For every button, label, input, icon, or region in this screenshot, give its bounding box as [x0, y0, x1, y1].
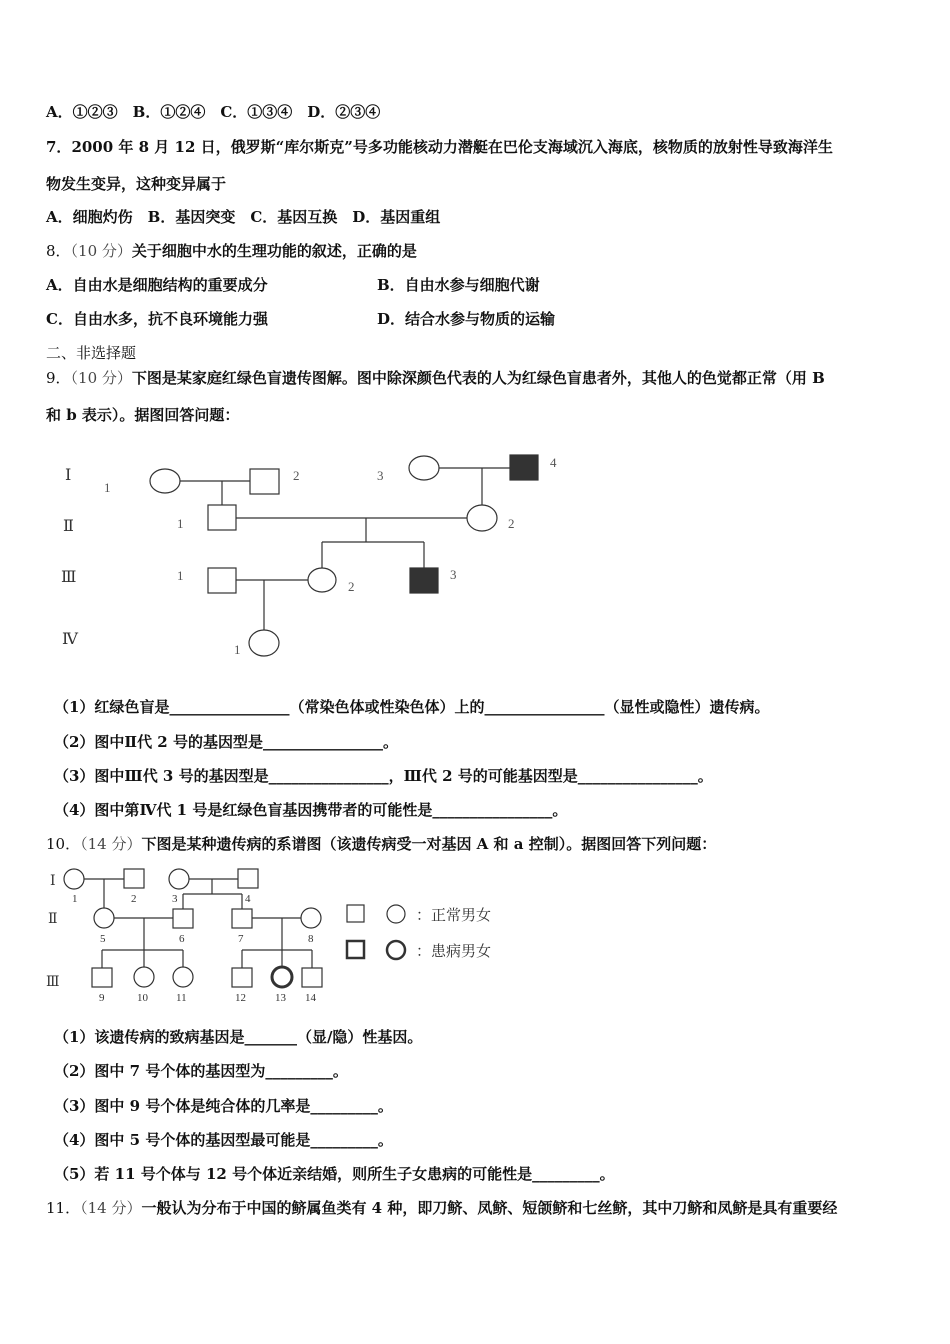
pedigree1-I3-female: [409, 456, 439, 480]
pedigree2-ind-13: [272, 967, 292, 987]
pedigree2-gen-I: Ⅰ: [50, 874, 56, 889]
q10-stem-line: [46, 834, 716, 854]
pedigree1-gen-I: Ⅰ: [65, 467, 72, 484]
pedigree1-label-II1: 1: [177, 516, 184, 531]
pedigree2-ind-3: [169, 869, 189, 889]
pedigree2-ind-9: [92, 968, 112, 987]
pedigree2-label-7: 7: [238, 933, 244, 945]
q11-stem-line: [46, 1198, 837, 1218]
pedigree1-gen-III: Ⅲ: [61, 569, 77, 586]
pedigree1-label-I1: 1: [104, 480, 111, 495]
pedigree2-ind-11: [173, 967, 193, 987]
q7-stem: 2000 年 8 月 12 日，俄罗斯“库尔斯克”号多功能核动力潜艇在巴伦支海域沉入海底，核物质的放射性导致海洋生: [71, 138, 833, 156]
pedigree1-III3-male-affected: [410, 568, 438, 593]
pedigree2-label-13: 13: [275, 992, 286, 1004]
pedigree2-label-8: 8: [308, 933, 314, 945]
q8-stem: 关于细胞中水的生理功能的叙述，正确的是: [131, 242, 417, 260]
pedigree2-label-14: 14: [305, 992, 316, 1004]
pedigree2-ind-6: [173, 909, 193, 928]
pedigree2-ind-14: [302, 968, 322, 987]
pedigree1-III2-female: [308, 568, 336, 592]
pedigree1-label-III3: 3: [450, 567, 457, 582]
q6-options: A．①②③ B．①②④ C．①③④ D．②③④: [46, 103, 381, 121]
pedigree2-label-5: 5: [100, 933, 106, 945]
pedigree2-label-3: 3: [172, 893, 178, 905]
q10-score: （14 分）: [80, 835, 142, 853]
q9-stem: 下图是某家庭红绿色盲遗传图解。图中除深颜色代表的人为红绿色盲患者外，其他人的色觉都正常（用 B: [131, 369, 825, 387]
q10-sub2: （2）图中 7 号个体的基因型为_________。: [54, 1062, 348, 1080]
q9-sub4: （4）图中第Ⅳ代 1 号是红绿色盲基因携带者的可能性是________________。: [54, 801, 568, 819]
legend-normal-female-icon: [387, 905, 405, 923]
pedigree2-label-2: 2: [131, 893, 137, 905]
q7-number: 7．: [46, 138, 72, 156]
legend-normal-male-icon: [347, 905, 364, 922]
q8-score: （10 分）: [70, 242, 132, 260]
legend-normal-label: ：正常男女: [416, 908, 492, 924]
pedigree2-gen-III: Ⅲ: [46, 975, 60, 990]
pedigree1-I4-male-affected: [510, 455, 538, 480]
pedigree2-ind-1: [64, 869, 84, 889]
pedigree-diagram-colorblind: [0, 440, 600, 670]
pedigree1-label-I4: 4: [550, 455, 557, 470]
q8-option-d: D．结合水参与物质的运输: [377, 310, 556, 328]
pedigree2-ind-5: [94, 908, 114, 928]
q9-number: 9．: [46, 369, 71, 387]
q8-stem-line: [46, 241, 417, 261]
pedigree1-I1-female: [150, 469, 180, 493]
pedigree2-ind-4: [238, 869, 258, 888]
q11-score: （14 分）: [80, 1199, 142, 1217]
pedigree1-label-II2: 2: [508, 516, 515, 531]
pedigree1-I2-male: [250, 469, 279, 494]
q9-sub2: （2）图中Ⅱ代 2 号的基因型是________________。: [54, 733, 398, 751]
pedigree2-ind-12: [232, 968, 252, 987]
legend-affected-label: ：患病男女: [416, 944, 492, 960]
legend-affected-male-icon: [347, 941, 364, 958]
legend-affected-female-icon: [387, 941, 405, 959]
q11-number: 11．: [46, 1199, 81, 1217]
pedigree1-II2-female: [467, 505, 497, 531]
q9-line1: [46, 368, 825, 388]
pedigree2-label-10: 10: [137, 992, 148, 1004]
q8-option-b: B．自由水参与细胞代谢: [377, 276, 540, 294]
q7-line2: 物发生变异，这种变异属于: [46, 175, 227, 193]
pedigree2-label-11: 11: [176, 992, 187, 1004]
pedigree2-gen-II: Ⅱ: [48, 912, 58, 927]
pedigree1-label-III1: 1: [177, 568, 184, 583]
section-title: 二、非选择题: [46, 344, 137, 362]
pedigree1-gen-IV: Ⅳ: [62, 631, 78, 648]
pedigree2-ind-8: [301, 908, 321, 928]
q8-number: 8．: [46, 242, 71, 260]
q9-sub1: （1）红绿色盲是________________（常染色体或性染色体）上的________________（显性或隐性）遗传病。: [54, 698, 770, 716]
q7-line1: [46, 137, 833, 157]
q10-sub5: （5）若 11 号个体与 12 号个体近亲结婚，则所生子女患病的可能性是_________。: [54, 1165, 615, 1183]
q9-sub3: （3）图中Ⅲ代 3 号的基因型是________________，Ⅲ代 2 号的可能基因型是________________。: [54, 767, 713, 785]
pedigree1-II1-male: [208, 505, 236, 530]
q11-stem: 一般认为分布于中国的鲚属鱼类有 4 种，即刀鲚、凤鲚、短颌鲚和七丝鲚，其中刀鲚和凤鲚是具有重要经: [141, 1199, 838, 1217]
pedigree2-ind-10: [134, 967, 154, 987]
q10-sub1: （1）该遗传病的致病基因是_______（显/隐）性基因。: [54, 1028, 423, 1046]
q7-options: A．细胞灼伤 B．基因突变 C．基因互换 D．基因重组: [46, 208, 441, 226]
pedigree2-ind-2: [124, 869, 144, 888]
pedigree2-label-1: 1: [72, 893, 78, 905]
pedigree1-label-I3: 3: [377, 468, 384, 483]
q9-score: （10 分）: [70, 369, 132, 387]
pedigree1-gen-II: Ⅱ: [63, 518, 74, 535]
pedigree2-label-6: 6: [179, 933, 185, 945]
pedigree2-ind-7: [232, 909, 252, 928]
pedigree1-label-III2: 2: [348, 579, 355, 594]
pedigree1-III1-male: [208, 568, 236, 593]
pedigree2-label-12: 12: [235, 992, 246, 1004]
pedigree1-label-I2: 2: [293, 468, 300, 483]
q8-option-c: C．自由水多，抗不良环境能力强: [46, 310, 268, 328]
pedigree2-label-4: 4: [245, 893, 251, 905]
q10-stem: 下图是某种遗传病的系谱图（该遗传病受一对基因 A 和 a 控制）。据图回答下列问题：: [141, 835, 717, 853]
q9-line2: 和 b 表示）。据图回答问题：: [46, 406, 240, 424]
pedigree2-label-9: 9: [99, 992, 105, 1004]
q10-sub4: （4）图中 5 号个体的基因型最可能是_________。: [54, 1131, 393, 1149]
pedigree1-IV1-female: [249, 630, 279, 656]
q10-sub3: （3）图中 9 号个体是纯合体的几率是_________。: [54, 1097, 393, 1115]
pedigree1-label-IV1: 1: [234, 642, 241, 657]
q8-option-a: A．自由水是细胞结构的重要成分: [46, 276, 268, 294]
pedigree-diagram-disease: [0, 862, 560, 1012]
q10-number: 10．: [46, 835, 81, 853]
